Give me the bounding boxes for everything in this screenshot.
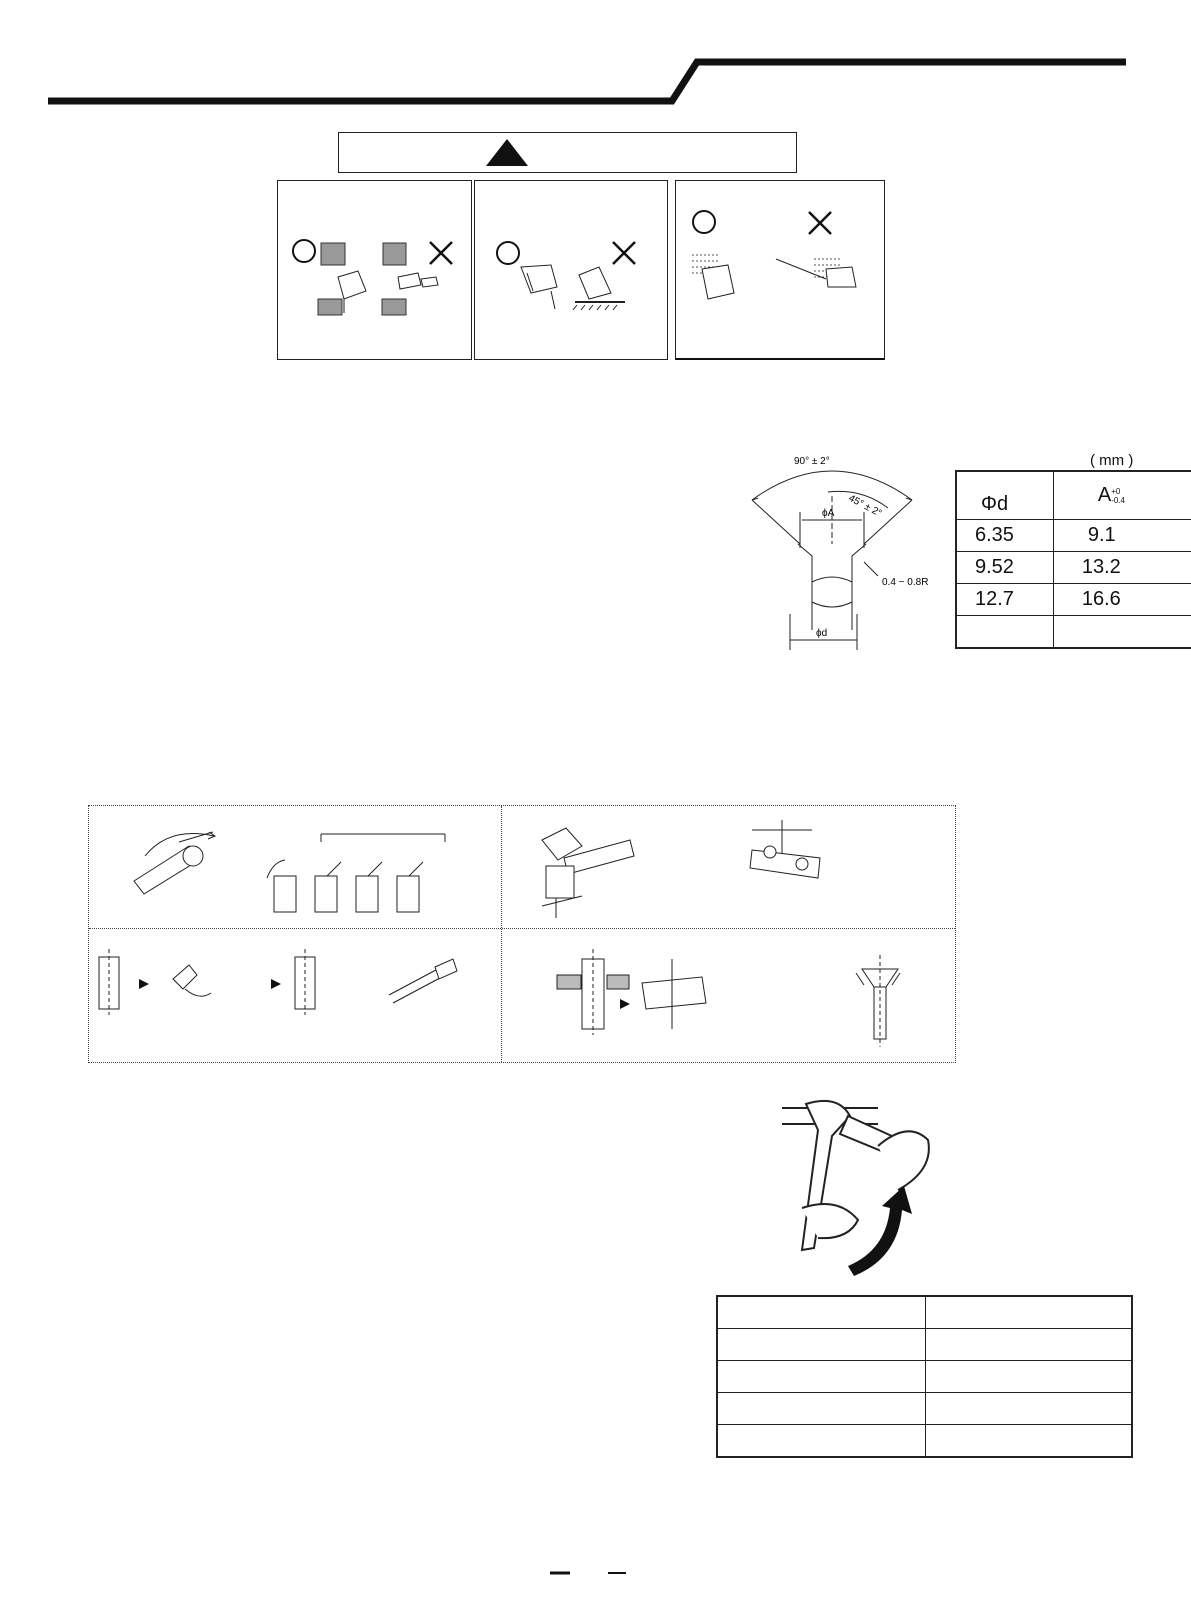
table-row (717, 1296, 1132, 1329)
cross-ng-icon (809, 212, 831, 234)
cross-ng-icon (430, 242, 452, 264)
table-row (717, 1393, 1132, 1425)
table-row: 6.35 9.1 (956, 520, 1191, 552)
pipe-end-illustration (321, 243, 345, 265)
flare-diagram (742, 452, 962, 662)
flare-table-header-a: A+0 -0.4 (1097, 484, 1125, 506)
radius-label: 0.4 ~ 0.8R (882, 577, 929, 588)
warning-triangle-icon (487, 139, 527, 169)
warning-banner (338, 132, 797, 173)
panel-3 (675, 180, 885, 360)
deburring-illustration (89, 929, 501, 1061)
torque-table (716, 1295, 1133, 1458)
circle-ok-icon (293, 240, 315, 262)
angle-outer-label: 90° ± 2° (794, 456, 830, 467)
flaring-tools-illustration (502, 806, 954, 928)
phi-d-label: ϕd (816, 628, 828, 639)
circle-ok-icon (497, 242, 519, 264)
flare-table (955, 470, 1191, 649)
pipe-cutting-illustration (89, 806, 501, 928)
flare-table-unit: ( mm ) (1090, 452, 1134, 469)
page-number-marks (548, 1571, 648, 1581)
table-row (717, 1329, 1132, 1361)
table-row (717, 1425, 1132, 1458)
flare-table-header-d: Φd (956, 471, 1053, 520)
phi-a-label: ϕA (822, 508, 835, 519)
table-row: 9.52 13.2 (956, 552, 1191, 584)
table-row: 12.7 16.6 (956, 584, 1191, 616)
cross-ng-icon (613, 242, 635, 264)
wrench-tightening-illustration (778, 1100, 978, 1280)
flaring-illustration (502, 929, 954, 1061)
table-row (717, 1361, 1132, 1393)
panel-2 (474, 180, 668, 360)
procedure-figure (88, 805, 956, 1063)
panel-1 (277, 180, 472, 360)
angle-inner-label: 45° ± 2° (846, 492, 884, 520)
circle-ok-icon (693, 211, 715, 233)
table-row (956, 616, 1191, 649)
header-rule (0, 0, 1191, 110)
